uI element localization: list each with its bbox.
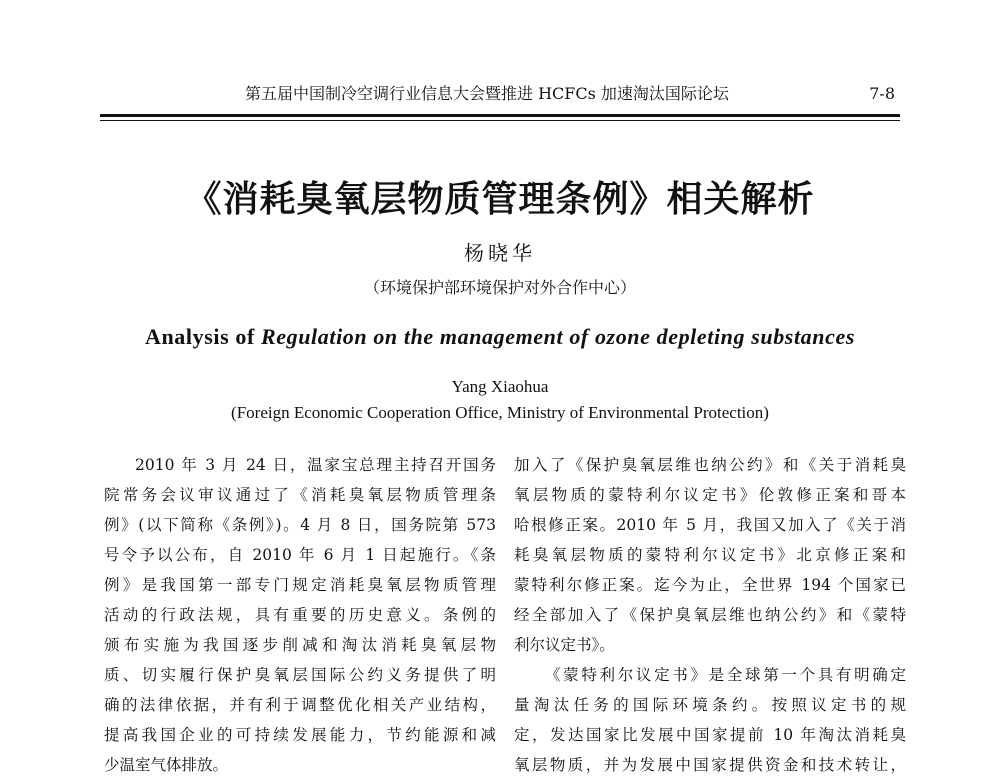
text-line: 蒙特利尔修正案。迄今为止，全世界 194 个国家已 bbox=[514, 576, 906, 594]
author-affiliation-cn: （环境保护部环境保护对外合作中心） bbox=[363, 278, 636, 297]
article-title-en bbox=[0, 322, 1000, 352]
text-line: 颁布实施为我国逐步削减和淘汰消耗臭氧层物 bbox=[104, 636, 496, 654]
header-rule-thick bbox=[100, 114, 900, 117]
author-affiliation-en: (Foreign Economic Cooperation Office, Ministry of Environmental Protection) bbox=[231, 403, 769, 422]
author-name-cn: 杨晓华 bbox=[464, 241, 536, 265]
text-line: 院常务会议审议通过了《消耗臭氧层物质管理条 bbox=[104, 486, 496, 504]
body-column-right bbox=[514, 450, 906, 780]
text-line: 例》(以下简称《条例》)。4 月 8 日，国务院第 573 bbox=[104, 516, 496, 534]
text-line: 少温室气体排放。 bbox=[104, 756, 229, 774]
article-title-cn: 《消耗臭氧层物质管理条例》相关解析 bbox=[185, 179, 815, 220]
body-column-left bbox=[104, 450, 496, 780]
text-line: 利尔议定书》。 bbox=[514, 636, 615, 654]
text-line: 号令予以公布，自 2010 年 6 月 1 日起施行。《条 bbox=[104, 546, 496, 564]
text-line: 氧层物质的蒙特利尔议定书》伦敦修正案和哥本 bbox=[514, 486, 906, 504]
text-line: 活动的行政法规，具有重要的历史意义。条例的 bbox=[104, 606, 496, 624]
conference-name: 第五届中国制冷空调行业信息大会暨推进 HCFCs 加速淘汰国际论坛 bbox=[245, 84, 729, 103]
text-line: 质、切实履行保护臭氧层国际公约义务提供了明 bbox=[104, 666, 496, 684]
text-line: 氧层物质，并为发展中国家提供资金和技术转让， bbox=[514, 756, 906, 774]
text-line: 确的法律依据，并有利于调整优化相关产业结构， bbox=[104, 696, 496, 714]
text-line: 2010 年 3 月 24 日，温家宝总理主持召开国务 bbox=[135, 456, 496, 474]
title-en-italic: Regulation on the management of ozone depleting substances bbox=[260, 324, 856, 349]
text-line: 《蒙特利尔议定书》是全球第一个具有明确定 bbox=[545, 666, 906, 684]
text-line: 定，发达国家比发展中国家提前 10 年淘汰消耗臭 bbox=[514, 726, 906, 744]
text-line: 量淘汰任务的国际环境条约。按照议定书的规 bbox=[514, 696, 906, 714]
text-line: 例》是我国第一部专门规定消耗臭氧层物质管理 bbox=[104, 576, 496, 594]
title-en-lead: Analysis of bbox=[144, 324, 261, 349]
text-line: 经全部加入了《保护臭氧层维也纳公约》和《蒙特 bbox=[514, 606, 906, 624]
page-number: 7-8 bbox=[869, 84, 895, 103]
header-rule-thin bbox=[100, 120, 900, 121]
author-name-en: Yang Xiaohua bbox=[451, 377, 549, 396]
text-line: 哈根修正案。2010 年 5 月，我国又加入了《关于消 bbox=[514, 516, 906, 534]
text-line: 加入了《保护臭氧层维也纳公约》和《关于消耗臭 bbox=[514, 456, 906, 474]
text-line: 提高我国企业的可持续发展能力，节约能源和减 bbox=[104, 726, 496, 744]
text-line: 耗臭氧层物质的蒙特利尔议定书》北京修正案和 bbox=[514, 546, 906, 564]
